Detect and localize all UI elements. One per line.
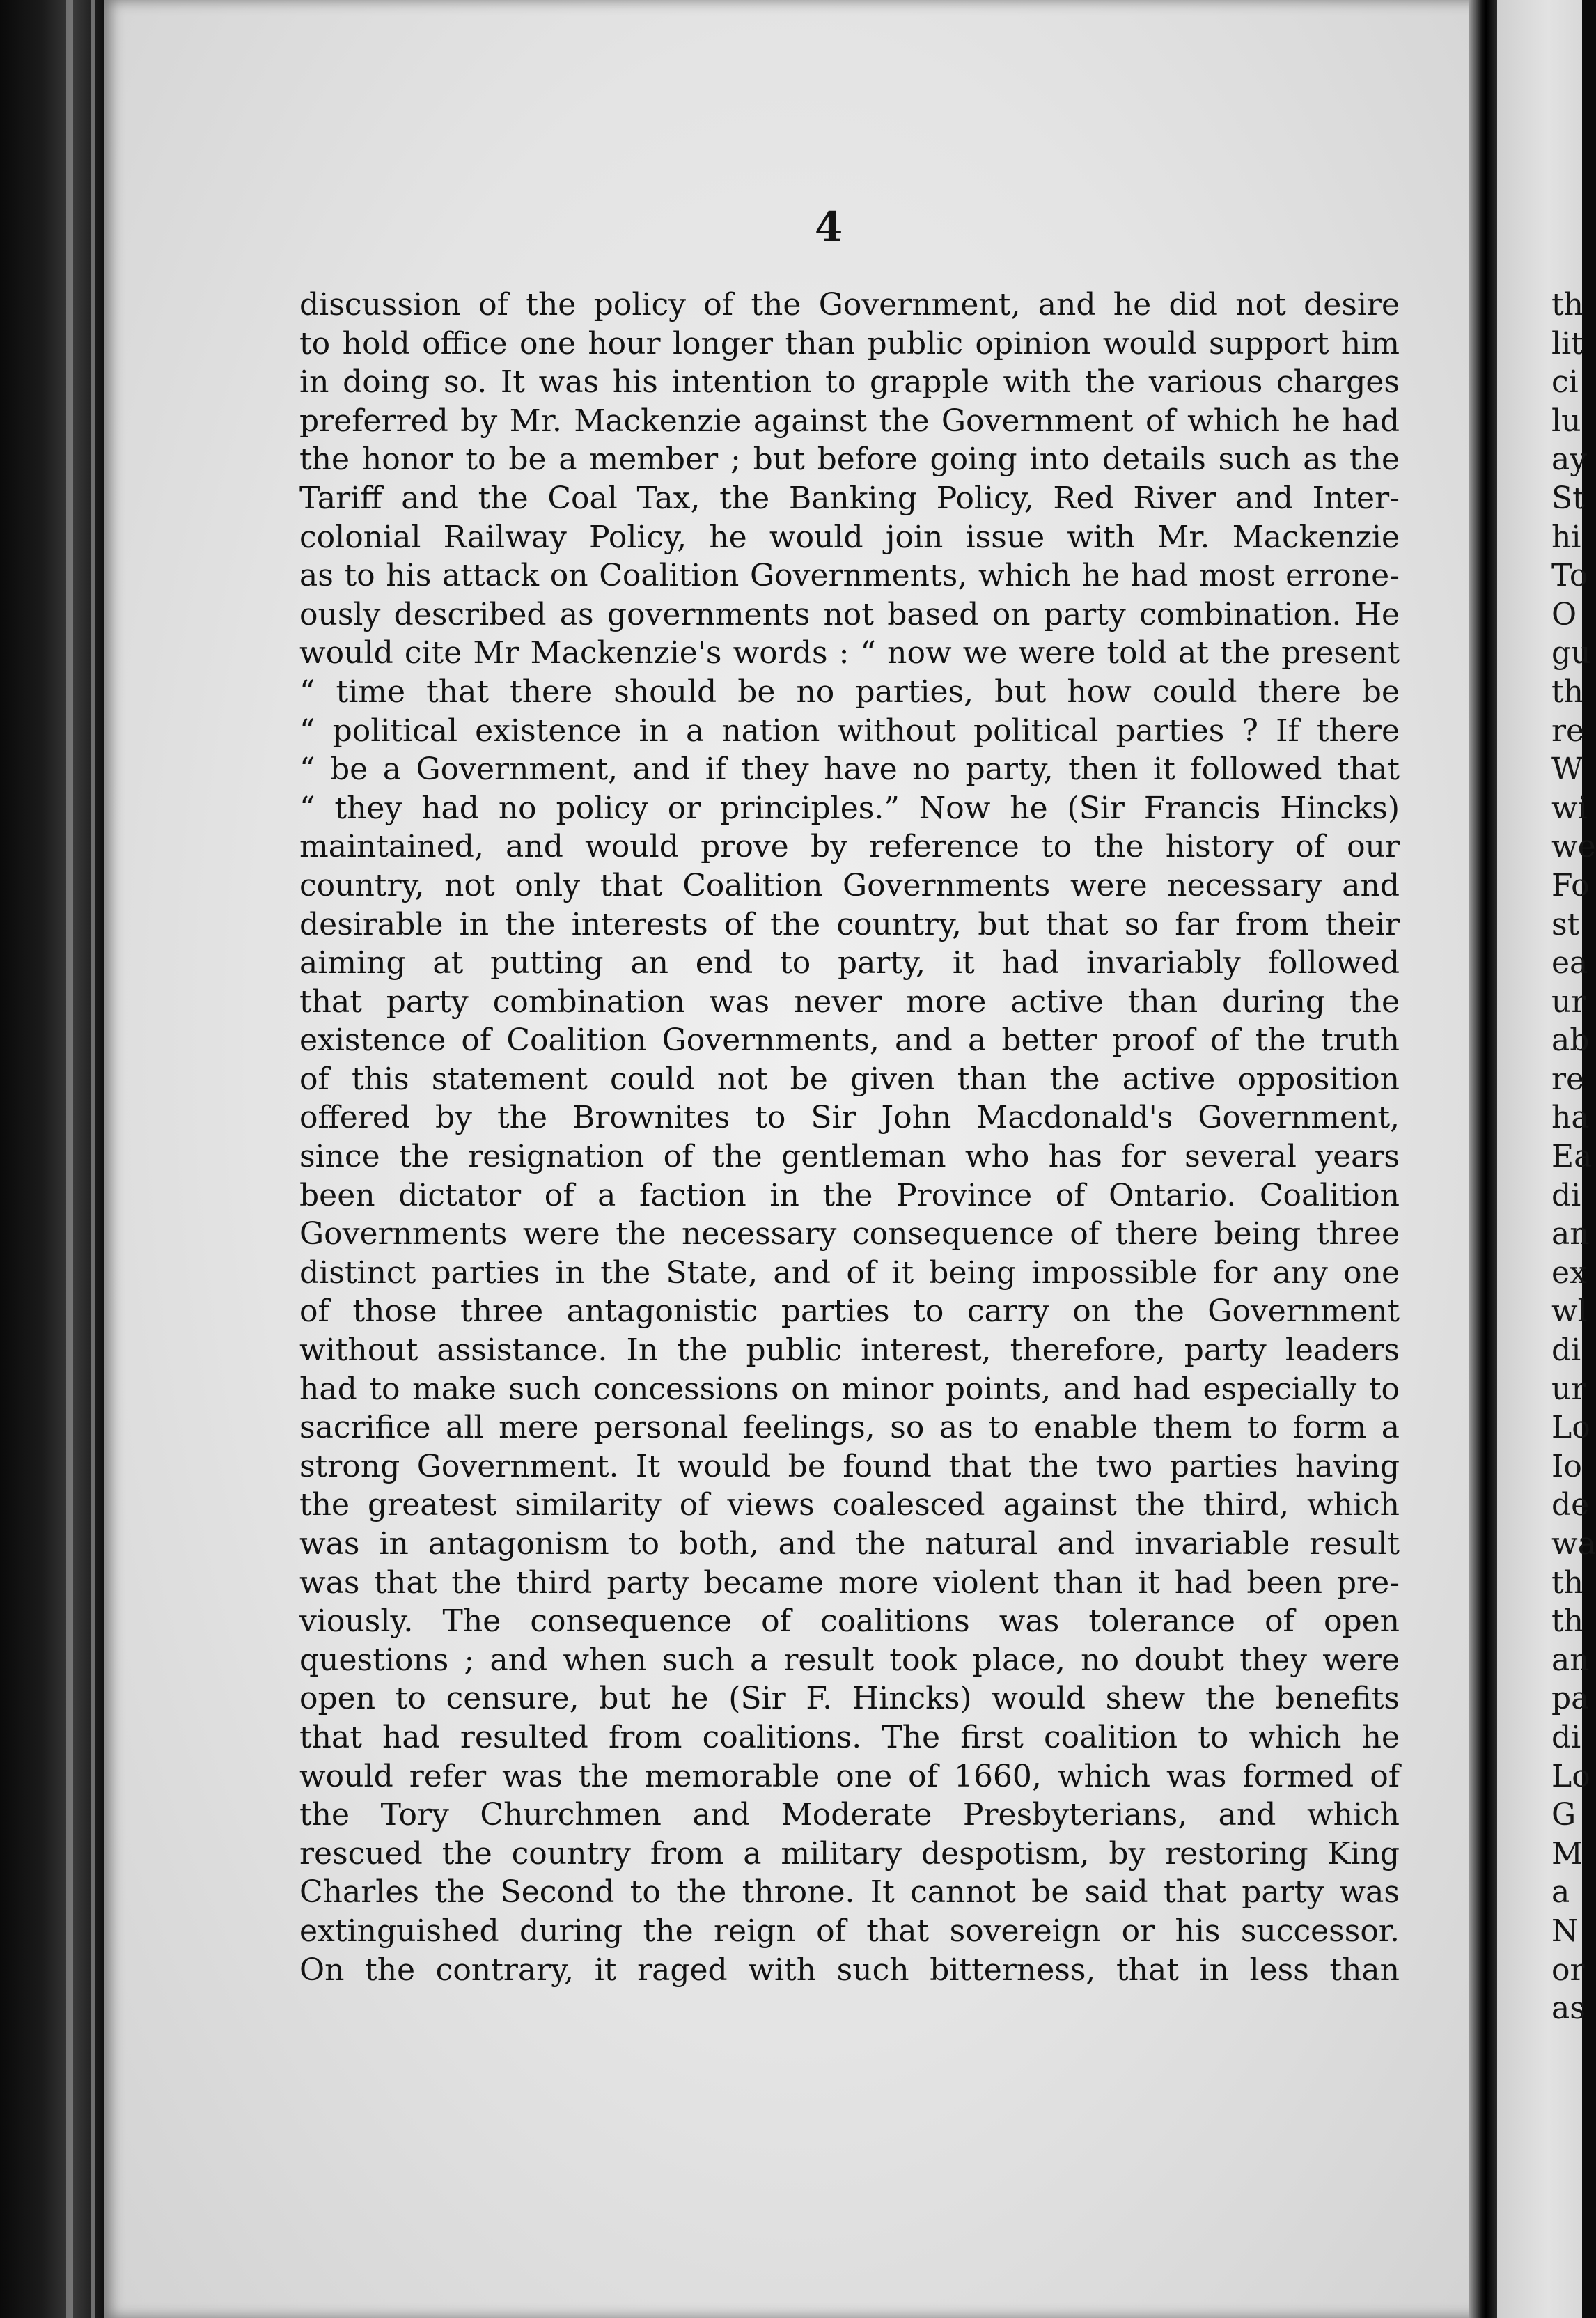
text-line: desirable in the interests of the country, but that so far from their <box>299 906 1400 942</box>
text-line: colonial Railway Policy, he would join issue with Mr. Mackenzie <box>299 519 1400 555</box>
text-line: of this statement could not be given than the active opposition <box>299 1061 1400 1097</box>
page-number: 4 <box>814 203 843 251</box>
facing-page-fragment: W <box>1551 752 1583 788</box>
text-line: offered by the Brownites to Sir John Macdonald's Government, <box>299 1100 1400 1136</box>
text-line: the greatest similarity of views coalesced against the third, which <box>299 1487 1400 1523</box>
scan-left-edge <box>0 0 104 2318</box>
facing-page-fragment: Fo <box>1551 867 1590 903</box>
facing-page-fragment: To <box>1551 558 1588 594</box>
facing-page-fragment: di <box>1551 1719 1581 1755</box>
text-line: “ be a Government, and if they have no party, then it followed that <box>299 752 1400 788</box>
text-line: Charles the Second to the throne. It cannot be said that party was <box>299 1874 1400 1911</box>
text-line: rescued the country from a military despotism, by restoring King <box>299 1835 1400 1872</box>
text-line: viously. The consequence of coalitions was tolerance of open <box>299 1603 1400 1640</box>
text-line: open to censure, but he (Sir F. Hincks) would shew the benefits <box>299 1681 1400 1717</box>
binding-rule-inner <box>91 0 95 2318</box>
text-line: aiming at putting an end to party, it had invariably followed <box>299 945 1400 981</box>
text-line: strong Government. It would be found that the two parties having <box>299 1448 1400 1484</box>
text-line: distinct parties in the State, and of it being impossible for any one <box>299 1254 1400 1291</box>
facing-page-fragment: pa <box>1551 1681 1590 1717</box>
facing-page-fragment: re <box>1551 713 1585 749</box>
facing-page-fragment: di <box>1551 1177 1581 1213</box>
facing-page-fragment: we <box>1551 829 1596 865</box>
text-line: “ political existence in a nation without political parties ? If there <box>299 713 1400 749</box>
facing-page-fragment: Lo <box>1551 1758 1590 1794</box>
text-line: that had resulted from coalitions. The first coalition to which he <box>299 1719 1400 1755</box>
facing-page-fragment: ha <box>1551 1100 1590 1136</box>
text-line: that party combination was never more active than during the <box>299 983 1400 1020</box>
text-line: Tariff and the Coal Tax, the Banking Policy, Red River and Inter- <box>299 480 1400 516</box>
facing-page-fragment: hi <box>1551 519 1581 555</box>
binding-rule <box>66 0 73 2318</box>
facing-page-fragment: ur <box>1551 1371 1586 1407</box>
text-line: existence of Coalition Governments, and a better proof of the truth <box>299 1022 1400 1059</box>
text-line: the honor to be a member ; but before going into details such as the <box>299 442 1400 478</box>
text-line: discussion of the policy of the Government, and he did not desire <box>299 287 1400 322</box>
facing-page-fragment: O <box>1551 596 1577 632</box>
facing-page-fragment: th <box>1551 1603 1584 1640</box>
facing-page-fragment: wl <box>1551 1293 1588 1330</box>
text-line: preferred by Mr. Mackenzie against the Government of which he had <box>299 403 1400 439</box>
facing-page-fragment: re <box>1551 1061 1585 1097</box>
text-line: been dictator of a faction in the Province of Ontario. Coalition <box>299 1177 1400 1213</box>
facing-page-fragment: ay <box>1551 442 1588 478</box>
facing-page-text <box>1551 286 1596 2028</box>
text-line: had to make such concessions on minor points, and had especially to <box>299 1371 1400 1407</box>
text-line: “ time that there should be no parties, but how could there be <box>299 674 1400 710</box>
facing-page-fragment: de <box>1551 1487 1590 1523</box>
facing-page-fragment: G <box>1551 1797 1577 1833</box>
text-line: would refer was the memorable one of 1660, which was formed of <box>299 1758 1400 1794</box>
facing-page-fragment: th <box>1551 674 1584 710</box>
facing-page-fragment: or <box>1551 1952 1585 1988</box>
facing-page-fragment: Ea <box>1551 1139 1593 1175</box>
text-line: country, not only that Coalition Governments were necessary and <box>299 867 1400 903</box>
text-line: was that the third party became more violent than it had been pre- <box>299 1564 1400 1601</box>
text-line: “ they had no policy or principles.” Now he (Sir Francis Hincks) <box>299 790 1400 826</box>
facing-page-fragment: an <box>1551 1642 1590 1678</box>
facing-page-fragment: N <box>1551 1913 1579 1949</box>
facing-page-fragment: th <box>1551 287 1584 322</box>
text-line: questions ; and when such a result took place, no doubt they were <box>299 1642 1400 1678</box>
facing-page-fragment: ur <box>1551 983 1586 1020</box>
facing-page-fragment: ci <box>1551 364 1579 400</box>
text-line: in doing so. It was his intention to grapple with the various charges <box>299 364 1400 400</box>
facing-page-fragment: th <box>1551 1564 1584 1601</box>
text-line: Governments were the necessary consequence of there being three <box>299 1216 1400 1252</box>
text-line: without assistance. In the public interest, therefore, party leaders <box>299 1332 1400 1369</box>
facing-page-fragment: Io <box>1551 1448 1582 1484</box>
facing-page-fragment: ex <box>1551 1254 1587 1291</box>
text-line: extinguished during the reign of that sovereign or his successor. <box>299 1913 1400 1949</box>
facing-page-fragment: st <box>1551 906 1580 942</box>
facing-page-fragment: gu <box>1551 635 1591 671</box>
text-line: since the resignation of the gentleman who has for several years <box>299 1139 1400 1175</box>
text-line: as to his attack on Coalition Governments, which he had most errone- <box>299 558 1400 594</box>
facing-page-fragment: St <box>1551 480 1585 516</box>
text-line: On the contrary, it raged with such bitterness, that in less than <box>299 1952 1400 1988</box>
text-line: sacrifice all mere personal feelings, so as to enable them to form a <box>299 1410 1400 1446</box>
facing-page-fragment: a <box>1551 1874 1570 1911</box>
facing-page-fragment: as <box>1551 1991 1586 2027</box>
facing-page-fragment: M <box>1551 1835 1583 1872</box>
facing-page-fragment: ab <box>1551 1022 1590 1059</box>
facing-page-fragment: Lo <box>1551 1410 1590 1446</box>
text-line: of those three antagonistic parties to carry on the Government <box>299 1293 1400 1330</box>
facing-page-fragment: wi <box>1551 790 1588 826</box>
facing-page-fragment: ea <box>1551 945 1588 981</box>
facing-page-fragment: wa <box>1551 1526 1596 1562</box>
text-line: maintained, and would prove by reference to the history of our <box>299 829 1400 865</box>
text-line: ously described as governments not based on party combination. He <box>299 596 1400 632</box>
facing-page-fragment: di <box>1551 1332 1581 1369</box>
text-line: was in antagonism to both, and the natural and invariable result <box>299 1526 1400 1562</box>
page-gutter <box>1469 0 1497 2318</box>
text-line: the Tory Churchmen and Moderate Presbyterians, and which <box>299 1797 1400 1833</box>
facing-page-fragment: lu <box>1551 403 1581 439</box>
text-line: would cite Mr Mackenzie's words : “ now we were told at the present <box>299 635 1400 671</box>
facing-page-fragment: lit <box>1551 325 1583 361</box>
facing-page-fragment: an <box>1551 1216 1590 1252</box>
body-text <box>299 286 1400 1989</box>
text-line: to hold office one hour longer than public opinion would support him <box>299 325 1400 361</box>
